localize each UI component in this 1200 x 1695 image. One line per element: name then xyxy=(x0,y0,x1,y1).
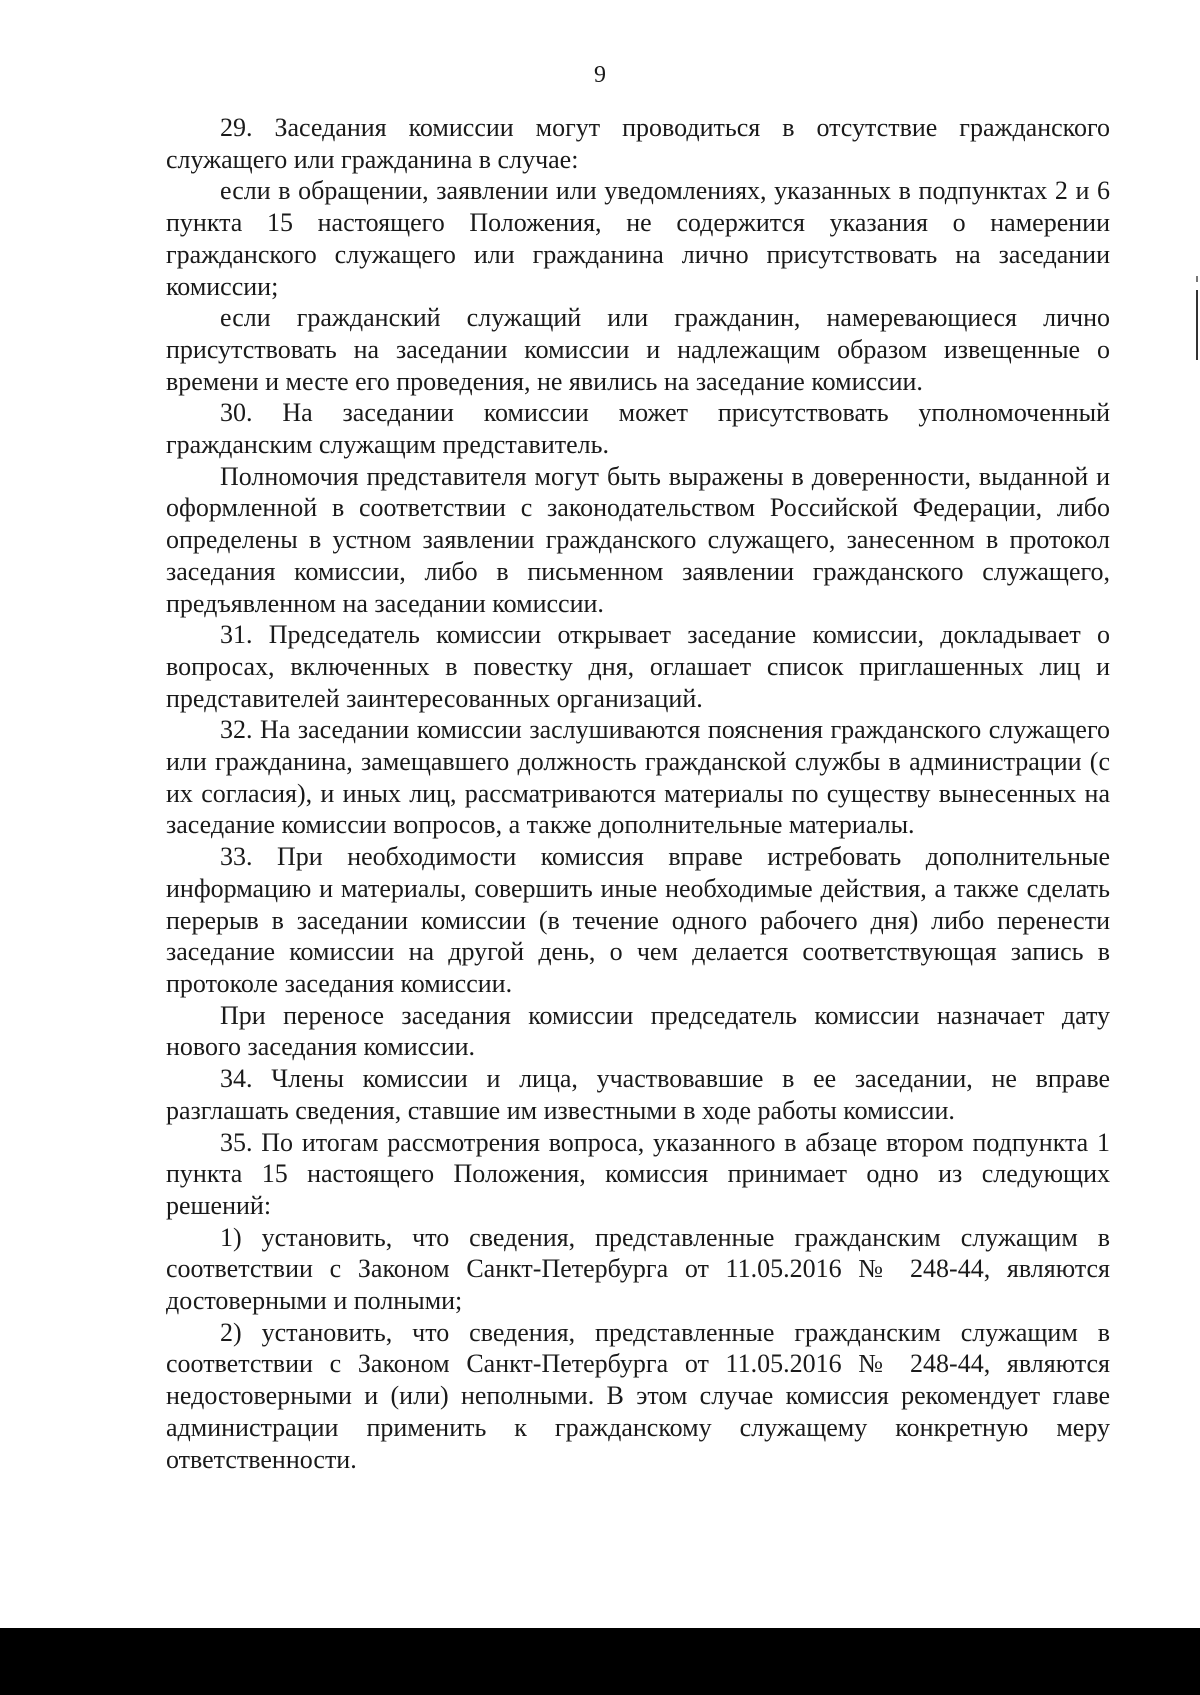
paragraph-33-postpone: При переносе заседания комиссии председатель комиссии назначает дату нового заседания комиссии. xyxy=(166,1000,1110,1062)
document-body xyxy=(166,112,1110,1475)
scan-edge-tick xyxy=(1196,276,1198,282)
paragraph-33: 33. При необходимости комиссия вправе истребовать дополнительные информацию и материалы, совершить иные необходимые действия, а также сделать перерыв в заседании комиссии (в течение одного рабочего дня) либо перенести заседание комиссии на другой день, о чем делается соответствующая запись в протоколе заседания комиссии. xyxy=(166,842,1110,998)
page-number: 9 xyxy=(594,62,606,88)
paragraph-30-powers: Полномочия представителя могут быть выражены в доверенности, выданной и оформленной в соответствии с законодательством Российской Федерации, либо определены в устном заявлении гражданского служащего, занесенном в протокол заседания комиссии, либо в письменном заявлении гражданского служащего, предъявленном на заседании комиссии. xyxy=(166,461,1110,618)
scan-edge-mark xyxy=(1196,290,1198,360)
paragraph-35-decision-2: 2) установить, что сведения, представленные гражданским служащим в соответствии с Законом Санкт-Петербурга от 11.05.2016 № 248-44, являются недостоверными и (или) неполными. В этом случае комиссия рекомендует главе администрации применить к гражданскому служащему конкретную меру ответственности. xyxy=(166,1317,1110,1474)
paragraph-29-case-2: если гражданский служащий или гражданин, намеревающиеся лично присутствовать на заседании комиссии и надлежащим образом извещенные о времени и месте его проведения, не явились на заседание комиссии. xyxy=(166,303,1110,396)
paragraph-32: 32. На заседании комиссии заслушиваются пояснения гражданского служащего или гражданина, замещавшего должность гражданской службы в администрации (с их согласия), и иных лиц, рассматриваются материалы по существу вынесенных на заседание комиссии вопросов, а также дополнительные материалы. xyxy=(166,715,1110,840)
paragraph-34: 34. Члены комиссии и лица, участвовавшие в ее заседании, не вправе разглашать сведения, ставшие им известными в ходе работы комиссии. xyxy=(166,1064,1110,1125)
paragraph-30: 30. На заседании комиссии может присутствовать уполномоченный гражданским служащим представитель. xyxy=(166,398,1110,460)
paragraph-29-case-1: если в обращении, заявлении или уведомлениях, указанных в подпунктах 2 и 6 пункта 15 настоящего Положения, не содержится указания о намерении гражданского служащего или гражданина лично присутствовать на заседании комиссии; xyxy=(166,176,1110,301)
scan-bottom-border xyxy=(0,1628,1200,1695)
paragraph-35-decision-1: 1) установить, что сведения, представленные гражданским служащим в соответствии с Законом Санкт-Петербурга от 11.05.2016 № 248-44, являются достоверными и полными; xyxy=(166,1222,1110,1316)
paragraph-35: 35. По итогам рассмотрения вопроса, указанного в абзаце втором подпункта 1 пункта 15 настоящего Положения, комиссия принимает одно из следующих решений: xyxy=(166,1127,1110,1220)
paragraph-29: 29. Заседания комиссии могут проводиться в отсутствие гражданского служащего или гражданина в случае: xyxy=(166,113,1110,174)
paragraph-31: 31. Председатель комиссии открывает заседание комиссии, докладывает о вопросах, включенных в повестку дня, оглашает список приглашенных лиц и представителей заинтересованных организаций. xyxy=(166,620,1110,713)
